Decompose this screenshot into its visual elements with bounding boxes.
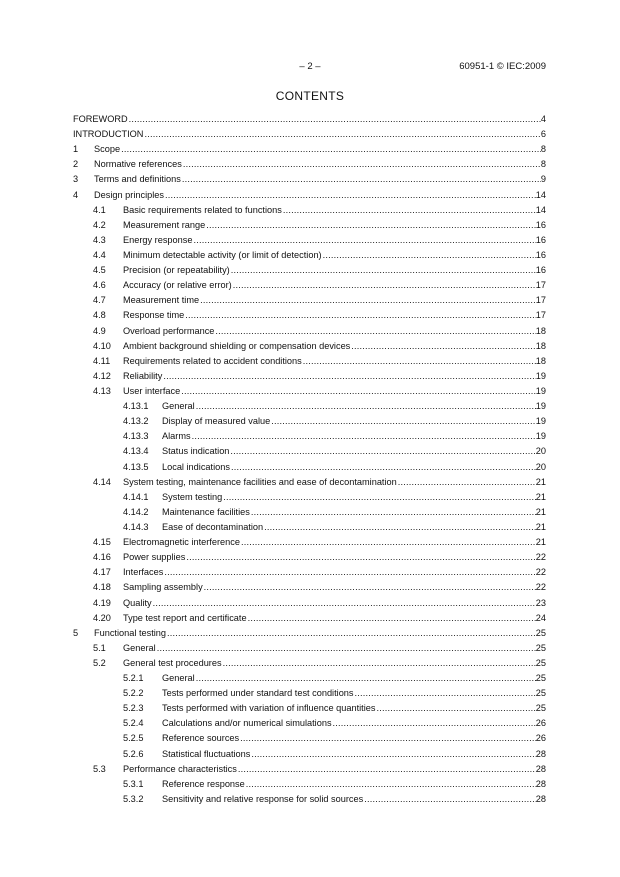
toc-entry-label: Basic requirements related to functions xyxy=(123,204,282,215)
toc-entry-page: 19 xyxy=(535,370,546,381)
dot-leader xyxy=(121,142,541,157)
toc-entry[interactable] xyxy=(73,565,546,580)
toc-entry-line xyxy=(94,188,546,203)
toc-entry-line xyxy=(123,475,546,490)
toc-entry-page: 21 xyxy=(535,537,546,548)
toc-entry[interactable] xyxy=(73,414,546,429)
toc-entry[interactable] xyxy=(73,747,546,762)
toc-entry-line xyxy=(123,550,546,565)
toc-entry-page: 22 xyxy=(535,567,546,578)
toc-entry-label: General xyxy=(162,673,195,684)
dot-leader xyxy=(364,792,536,807)
dot-leader xyxy=(186,550,535,565)
toc-entry-line xyxy=(123,324,546,339)
toc-entry-page: 19 xyxy=(535,416,546,427)
toc-entry-number: 5 xyxy=(73,627,79,638)
toc-entry-label: Tests performed under standard test conditions xyxy=(162,688,354,699)
dot-leader xyxy=(283,203,536,218)
toc-entry-page: 6 xyxy=(540,129,546,140)
toc-entry[interactable] xyxy=(73,324,546,339)
dot-leader xyxy=(185,308,535,323)
dot-leader xyxy=(153,596,536,611)
dot-leader xyxy=(200,293,536,308)
toc-entry[interactable] xyxy=(73,460,546,475)
toc-entry-label: Performance characteristics xyxy=(123,763,237,774)
toc-entry-line xyxy=(123,308,546,323)
dot-leader xyxy=(238,762,536,777)
toc-entry-page: 25 xyxy=(535,657,546,668)
toc-entry-line xyxy=(123,611,546,626)
toc-entry-line xyxy=(94,142,546,157)
toc-entry-page: 19 xyxy=(535,385,546,396)
toc-entry-page: 24 xyxy=(535,612,546,623)
dot-leader xyxy=(223,490,536,505)
toc-entry[interactable] xyxy=(73,218,546,233)
dot-leader xyxy=(398,475,536,490)
toc-entry-number: 5.2.5 xyxy=(123,733,144,744)
dot-leader xyxy=(303,354,536,369)
toc-entry-label: Sampling assembly xyxy=(123,582,203,593)
toc-entry[interactable] xyxy=(73,429,546,444)
toc-entry-page: 28 xyxy=(535,778,546,789)
toc-entry-number: 4.16 xyxy=(93,552,111,563)
toc-entry-line xyxy=(162,747,546,762)
toc-entry-label: Requirements related to accident conditions xyxy=(123,355,302,366)
toc-entry-label: Design principles xyxy=(94,189,164,200)
toc-entry[interactable] xyxy=(73,596,546,611)
toc-entry-number: 5.2.6 xyxy=(123,748,144,759)
toc-entry-line xyxy=(123,218,546,233)
toc-entry-number: 4.11 xyxy=(93,355,111,366)
toc-entry-label: Maintenance facilities xyxy=(162,506,250,517)
toc-entry[interactable] xyxy=(73,399,546,414)
toc-entry-label: Terms and definitions xyxy=(94,174,181,185)
toc-entry-page: 22 xyxy=(535,582,546,593)
toc-entry-number: 5.1 xyxy=(93,642,106,653)
toc-entry-line xyxy=(123,384,546,399)
toc-entry-line xyxy=(94,626,546,641)
toc-entry[interactable] xyxy=(73,127,546,142)
toc-entry-number: 4.13 xyxy=(93,385,111,396)
toc-entry-page: 8 xyxy=(540,144,546,155)
toc-entry-label: Type test report and certificate xyxy=(123,612,247,623)
dot-leader xyxy=(251,505,536,520)
toc-entry-line xyxy=(162,777,546,792)
toc-entry-page: 21 xyxy=(535,506,546,517)
toc-entry-label: Energy response xyxy=(123,234,193,245)
toc-entry-number: 3 xyxy=(73,174,79,185)
toc-entry[interactable] xyxy=(73,520,546,535)
dot-leader xyxy=(182,172,541,187)
toc-entry-label: Minimum detectable activity (or limit of detection) xyxy=(123,249,322,260)
toc-entry-line xyxy=(162,429,546,444)
toc-entry-line xyxy=(123,641,546,656)
toc-entry-page: 16 xyxy=(535,249,546,260)
dot-leader xyxy=(376,701,535,716)
toc-entry-number: 4.12 xyxy=(93,370,111,381)
toc-entry-page: 23 xyxy=(535,597,546,608)
toc-entry[interactable] xyxy=(73,762,546,777)
toc-entry[interactable] xyxy=(73,354,546,369)
dot-leader xyxy=(193,233,535,248)
toc-entry-line xyxy=(123,762,546,777)
toc-entry-page: 20 xyxy=(535,461,546,472)
toc-entry-line xyxy=(123,565,546,580)
toc-entry-number: 4.20 xyxy=(93,612,111,623)
toc-entry-line xyxy=(123,354,546,369)
toc-entry-line xyxy=(162,490,546,505)
toc-entry-page: 14 xyxy=(535,189,546,200)
dot-leader xyxy=(355,686,536,701)
toc-entry-page: 21 xyxy=(535,476,546,487)
toc-entry-label: Quality xyxy=(123,597,152,608)
dot-leader xyxy=(231,263,536,278)
dot-leader xyxy=(351,339,535,354)
toc-entry-page: 25 xyxy=(535,673,546,684)
toc-entry-page: 14 xyxy=(535,204,546,215)
document-id: 60951-1 © IEC:2009 xyxy=(459,61,546,72)
toc-entry-page: 22 xyxy=(535,552,546,563)
toc-entry[interactable] xyxy=(73,369,546,384)
dot-leader xyxy=(206,218,536,233)
toc-entry-label: Display of measured value xyxy=(162,416,271,427)
toc-entry-line xyxy=(123,248,546,263)
toc-entry-label: Normative references xyxy=(94,159,182,170)
toc-entry-number: 4.17 xyxy=(93,567,111,578)
toc-entry-page: 25 xyxy=(535,703,546,714)
toc-entry-number: 4.14 xyxy=(93,476,111,487)
toc-entry[interactable] xyxy=(73,641,546,656)
toc-entry-number: 5.2.3 xyxy=(123,703,144,714)
dot-leader xyxy=(196,399,536,414)
toc-entry-page: 9 xyxy=(540,174,546,185)
toc-entry-label: Statistical fluctuations xyxy=(162,748,251,759)
toc-entry-number: 4.6 xyxy=(93,280,106,291)
toc-entry-page: 20 xyxy=(535,446,546,457)
toc-entry[interactable] xyxy=(73,731,546,746)
toc-entry[interactable] xyxy=(73,611,546,626)
toc-entry-label: Reference sources xyxy=(162,733,240,744)
toc-entry-label: INTRODUCTION xyxy=(73,129,144,140)
toc-entry-number: 4.7 xyxy=(93,295,106,306)
toc-entry-label: Ease of decontamination xyxy=(162,521,264,532)
dot-leader xyxy=(251,747,535,762)
toc-entry-number: 4.14.2 xyxy=(123,506,149,517)
toc-entry-number: 4.13.1 xyxy=(123,401,149,412)
toc-entry[interactable] xyxy=(73,203,546,218)
toc-entry[interactable] xyxy=(73,188,546,203)
toc-entry-line xyxy=(162,414,546,429)
toc-entry-label: Measurement time xyxy=(123,295,200,306)
toc-entry-label: Accuracy (or relative error) xyxy=(123,280,232,291)
toc-entry[interactable] xyxy=(73,444,546,459)
toc-entry-line xyxy=(162,460,546,475)
dot-leader xyxy=(246,777,536,792)
toc-entry-number: 4.1 xyxy=(93,204,106,215)
toc-entry[interactable] xyxy=(73,233,546,248)
toc-entry-page: 25 xyxy=(535,627,546,638)
toc-entry-number: 4.19 xyxy=(93,597,111,608)
toc-entry-line xyxy=(162,444,546,459)
dot-leader xyxy=(241,535,536,550)
toc-entry-number: 5.2.1 xyxy=(123,673,144,684)
toc-entry[interactable] xyxy=(73,777,546,792)
toc-entry-page: 17 xyxy=(535,295,546,306)
toc-entry-number: 4.14.1 xyxy=(123,491,149,502)
toc-entry[interactable] xyxy=(73,339,546,354)
toc-entry-number: 5.2.4 xyxy=(123,718,144,729)
toc-entry-page: 18 xyxy=(535,340,546,351)
dot-leader xyxy=(167,626,536,641)
toc-entry-line xyxy=(123,233,546,248)
toc-entry-number: 5.2.2 xyxy=(123,688,144,699)
toc-entry-number: 4.4 xyxy=(93,249,106,260)
dot-leader xyxy=(129,112,541,127)
toc-entry-number: 4.18 xyxy=(93,582,111,593)
toc-entry[interactable] xyxy=(73,671,546,686)
toc-entry[interactable] xyxy=(73,172,546,187)
toc-entry-line xyxy=(94,172,546,187)
toc-entry-number: 4.13.4 xyxy=(123,446,149,457)
toc-entry-line xyxy=(123,369,546,384)
toc-entry[interactable] xyxy=(73,112,546,127)
dot-leader xyxy=(181,384,536,399)
toc-entry-line xyxy=(162,701,546,716)
dot-leader xyxy=(323,248,536,263)
toc-entry[interactable] xyxy=(73,580,546,595)
toc-entry-number: 4.10 xyxy=(93,340,111,351)
toc-entry-page: 18 xyxy=(535,325,546,336)
toc-entry[interactable] xyxy=(73,278,546,293)
toc-entry-number: 4.13.2 xyxy=(123,416,149,427)
dot-leader xyxy=(164,565,535,580)
toc-entry-number: 4 xyxy=(73,189,79,200)
toc-entry-label: FOREWORD xyxy=(73,114,128,124)
toc-entry-label: Overload performance xyxy=(123,325,215,336)
toc-entry-line xyxy=(123,293,546,308)
toc-entry-label: Response time xyxy=(123,310,185,321)
toc-entry-label: Measurement range xyxy=(123,219,206,230)
toc-entry[interactable] xyxy=(73,626,546,641)
toc-entry-number: 5.3.1 xyxy=(123,778,144,789)
toc-entry-page: 17 xyxy=(535,280,546,291)
dot-leader xyxy=(271,414,536,429)
toc-entry-page: 26 xyxy=(535,733,546,744)
toc-entry-number: 4.5 xyxy=(93,265,106,276)
toc-entry-label: Alarms xyxy=(162,431,191,442)
toc-entry-label: Scope xyxy=(94,144,121,155)
toc-entry-line xyxy=(162,686,546,701)
toc-entry-number: 4.15 xyxy=(93,537,111,548)
toc-entry-label: Power supplies xyxy=(123,552,186,563)
dot-leader xyxy=(165,188,536,203)
toc-entry[interactable] xyxy=(73,792,546,807)
dot-leader xyxy=(183,157,541,172)
toc-entry[interactable] xyxy=(73,535,546,550)
toc-entry-number: 4.8 xyxy=(93,310,106,321)
toc-entry-page: 25 xyxy=(535,642,546,653)
toc-entry-page: 19 xyxy=(535,401,546,412)
toc-entry-line xyxy=(123,263,546,278)
toc-entry-number: 4.13.3 xyxy=(123,431,149,442)
dot-leader xyxy=(144,127,540,142)
toc-entry-label: Precision (or repeatability) xyxy=(123,265,230,276)
toc-entry-label: Sensitivity and relative response for solid sources xyxy=(162,793,364,804)
toc-entry[interactable] xyxy=(73,248,546,263)
toc-entry-line xyxy=(123,535,546,550)
toc-entry-page: 25 xyxy=(535,688,546,699)
toc-entry-label: System testing xyxy=(162,491,223,502)
toc-entry-page: 19 xyxy=(535,431,546,442)
toc-entry-label: Electromagnetic interference xyxy=(123,537,240,548)
dot-leader xyxy=(163,369,535,384)
toc-entry[interactable] xyxy=(73,142,546,157)
dot-leader xyxy=(196,671,536,686)
toc-entry-page: 17 xyxy=(535,310,546,321)
table-of-contents xyxy=(73,112,546,807)
toc-entry-label: General xyxy=(162,401,195,412)
toc-entry-number: 4.3 xyxy=(93,234,106,245)
toc-entry-label: Tests performed with variation of influence quantities xyxy=(162,703,376,714)
toc-entry-line xyxy=(123,580,546,595)
toc-entry-label: Reliability xyxy=(123,370,163,381)
toc-entry-page: 16 xyxy=(535,219,546,230)
toc-entry-number: 5.2 xyxy=(93,657,106,668)
dot-leader xyxy=(233,278,536,293)
toc-entry[interactable] xyxy=(73,475,546,490)
toc-entry-label: System testing, maintenance facilities and ease of decontamination xyxy=(123,476,397,487)
toc-entry[interactable] xyxy=(73,686,546,701)
toc-entry-label: General test procedures xyxy=(123,657,222,668)
toc-entry-page: 4 xyxy=(540,114,546,124)
toc-entry[interactable] xyxy=(73,384,546,399)
toc-entry-line xyxy=(162,671,546,686)
page-header xyxy=(0,61,620,75)
toc-entry-line xyxy=(73,127,546,142)
toc-entry[interactable] xyxy=(73,157,546,172)
toc-entry-page: 18 xyxy=(535,355,546,366)
dot-leader xyxy=(223,656,536,671)
toc-entry-line xyxy=(162,731,546,746)
toc-entry-page: 28 xyxy=(535,748,546,759)
toc-entry[interactable] xyxy=(73,308,546,323)
toc-entry-number: 1 xyxy=(73,144,79,155)
toc-entry[interactable] xyxy=(73,293,546,308)
dot-leader xyxy=(204,580,536,595)
dot-leader xyxy=(264,520,536,535)
toc-entry[interactable] xyxy=(73,656,546,671)
toc-entry-number: 5.3.2 xyxy=(123,793,144,804)
toc-entry-label: Local indications xyxy=(162,461,230,472)
toc-entry-line xyxy=(162,505,546,520)
toc-entry-label: User interface xyxy=(123,385,181,396)
toc-entry-number: 4.14.3 xyxy=(123,521,149,532)
toc-entry-label: General xyxy=(123,642,156,653)
page-number: – 2 – xyxy=(299,61,321,72)
toc-entry-line xyxy=(162,792,546,807)
toc-entry[interactable] xyxy=(73,263,546,278)
toc-entry-line xyxy=(73,112,546,127)
toc-entry[interactable] xyxy=(73,550,546,565)
dot-leader xyxy=(230,444,535,459)
toc-entry-page: 21 xyxy=(535,521,546,532)
dot-leader xyxy=(248,611,536,626)
toc-entry-number: 5.3 xyxy=(93,763,106,774)
dot-leader xyxy=(240,731,536,746)
toc-entry-label: Reference response xyxy=(162,778,245,789)
toc-entry[interactable] xyxy=(73,505,546,520)
toc-entry-label: Calculations and/or numerical simulations xyxy=(162,718,332,729)
dot-leader xyxy=(157,641,536,656)
toc-entry-label: Interfaces xyxy=(123,567,164,578)
toc-entry-number: 4.9 xyxy=(93,325,106,336)
toc-entry-page: 21 xyxy=(535,491,546,502)
toc-entry-label: Functional testing xyxy=(94,627,167,638)
toc-entry[interactable] xyxy=(73,490,546,505)
toc-entry-label: Ambient background shielding or compensation devices xyxy=(123,340,351,351)
toc-entry-line xyxy=(162,716,546,731)
toc-entry-line xyxy=(123,203,546,218)
toc-entry-page: 28 xyxy=(535,793,546,804)
dot-leader xyxy=(192,429,536,444)
dot-leader xyxy=(333,716,536,731)
toc-entry-line xyxy=(123,656,546,671)
toc-entry-line xyxy=(162,520,546,535)
toc-entry[interactable] xyxy=(73,716,546,731)
toc-entry-page: 26 xyxy=(535,718,546,729)
toc-entry-number: 4.2 xyxy=(93,219,106,230)
toc-entry-line xyxy=(123,278,546,293)
toc-entry-page: 28 xyxy=(535,763,546,774)
dot-leader xyxy=(215,324,535,339)
toc-entry-line xyxy=(162,399,546,414)
toc-entry-line xyxy=(123,339,546,354)
toc-entry-page: 16 xyxy=(535,265,546,276)
toc-entry-line xyxy=(123,596,546,611)
toc-entry-label: Status indication xyxy=(162,446,230,457)
contents-title: CONTENTS xyxy=(275,89,345,103)
toc-entry-page: 16 xyxy=(535,234,546,245)
toc-entry[interactable] xyxy=(73,701,546,716)
toc-entry-line xyxy=(94,157,546,172)
dot-leader xyxy=(231,460,536,475)
toc-entry-number: 4.13.5 xyxy=(123,461,149,472)
toc-entry-page: 8 xyxy=(540,159,546,170)
toc-entry-number: 2 xyxy=(73,159,79,170)
